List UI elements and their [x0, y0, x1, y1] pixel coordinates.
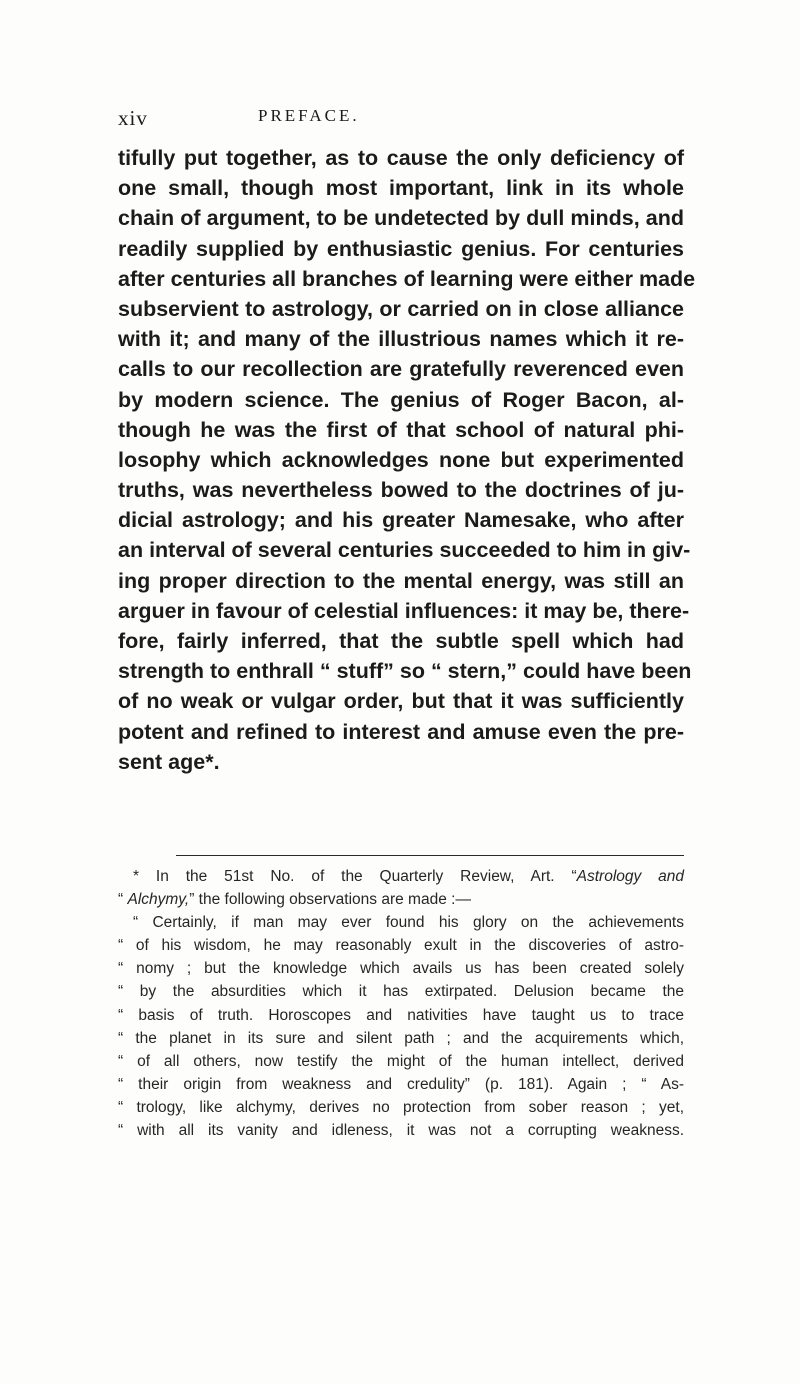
body-line: subservient to astrology, or carried on in close alliance — [118, 296, 684, 321]
body-line: after centuries all branches of learning were either made — [118, 266, 696, 291]
footnote-quote-line: “ nomy ; but the knowledge which avails us has been created solely — [118, 960, 684, 978]
footnote-separator-rule — [176, 855, 684, 856]
body-line: though he was the first of that school of natural phi- — [118, 417, 684, 442]
footnote-italic-title: Alchymy, — [127, 891, 190, 909]
body-line: calls to our recollection are gratefully reverenced even — [118, 357, 684, 382]
body-line: fore, fairly inferred, that the subtle spell which had — [118, 629, 684, 653]
footnote-quote-line: “ Certainly, if man may ever found his glory on the achievements — [133, 914, 684, 932]
footnote-line — [118, 865, 684, 888]
body-line: dicial astrology; and his greater Namesake, who after — [118, 508, 684, 533]
body-line: tifully put together, as to cause the only deficiency of — [118, 146, 684, 170]
footnote-quote-line: “ of his wisdom, he may reasonably exult in the discoveries of astro- — [118, 937, 684, 955]
body-line: strength to enthrall “ stuff” so “ stern,” could have been — [118, 659, 692, 684]
footnote-quote-line: “ trology, like alchymy, derives no protection from sober reason ; yet, — [118, 1098, 684, 1116]
body-line: potent and refined to interest and amuse even the pre- — [118, 719, 684, 744]
body-line: ing proper direction to the mental energy, was still an — [118, 568, 684, 593]
footnote-quote-line: “ with all its vanity and idleness, it was not a corrupting weakness. — [118, 1122, 684, 1140]
footnote-line-text: * In the 51st No. of the Quarterly Review, Art. “ — [133, 868, 577, 885]
body-line: chain of argument, to be undetected by dull minds, and — [118, 206, 684, 231]
body-line: an interval of several centuries succeeded to him in giv- — [118, 538, 691, 563]
footnote-line-text: ” the following observations are made :— — [189, 891, 471, 909]
footnote-quote-line: “ basis of truth. Horoscopes and nativities have taught us to trace — [118, 1006, 684, 1024]
body-paragraph — [118, 143, 696, 777]
body-line: truths, was nevertheless bowed to the doctrines of ju- — [118, 478, 684, 503]
footnote-quote-line: “ by the absurdities which it has extirpated. Delusion became the — [118, 983, 684, 1001]
footnote-quote-line: “ of all others, now testify the might of the human intellect, derived — [118, 1052, 684, 1070]
body-line-last: sent age*. — [118, 749, 220, 774]
footnote — [118, 865, 684, 1142]
running-title: PREFACE. — [258, 106, 360, 125]
body-line: of no weak or vulgar order, but that it was sufficiently — [118, 689, 684, 714]
body-line: one small, though most important, link in its whole — [118, 176, 684, 201]
body-line: by modern science. The genius of Roger Bacon, al- — [118, 387, 684, 412]
body-line: readily supplied by enthusiastic genius. For centuries — [118, 236, 684, 261]
page-number: xiv — [118, 106, 148, 130]
body-line: losophy which acknowledges none but experimented — [118, 447, 684, 472]
footnote-quote-line: “ the planet in its sure and silent path ; and the acquirements which, — [118, 1029, 684, 1047]
body-line: with it; and many of the illustrious names which it re- — [118, 327, 684, 352]
footnote-line-quote: “ — [118, 891, 124, 909]
running-head — [118, 106, 678, 130]
body-line: arguer in favour of celestial influences: it may be, there- — [118, 598, 690, 623]
footnote-quote-line: “ their origin from weakness and credulity” (p. 181). Again ; “ As- — [118, 1075, 684, 1093]
footnote-line — [118, 888, 684, 911]
footnote-italic-title: Astrology and — [576, 868, 684, 885]
